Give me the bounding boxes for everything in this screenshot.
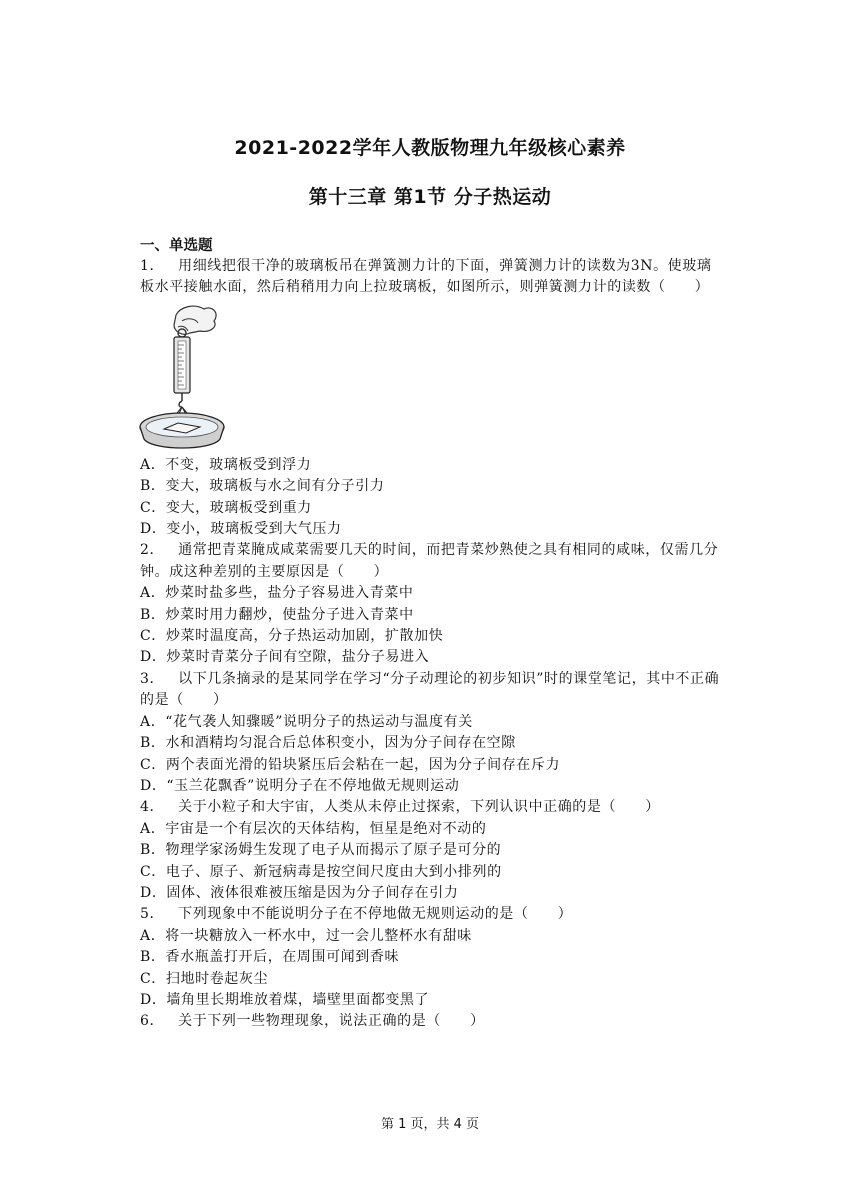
option-3c: C．两个表面光滑的铅块紧压后会粘在一起，因为分子间存在斥力 [140, 756, 561, 773]
question-number: 5． [140, 906, 165, 923]
question-number: 6． [140, 1013, 165, 1030]
option-5a: A．将一块糖放入一杯水中，过一会儿整杯水有甜味 [140, 927, 472, 944]
option-1d: D．变小，玻璃板受到大气压力 [140, 521, 342, 538]
question-stem: 通常把青菜腌成咸菜需要几天的时间，而把青菜炒熟使之具有相同的咸味，仅需几分钟。成这种差别的主要原因是（ ） [140, 542, 719, 580]
question-number: 3． [140, 670, 165, 687]
question-stem: 关于下列一些物理现象，说法正确的是（ ） [178, 1013, 485, 1030]
question-4 [140, 797, 722, 818]
option-1b: B．变大，玻璃板与水之间有分子引力 [140, 478, 385, 495]
chapter-subtitle: 第十三章 第1节 分子热运动 [308, 186, 552, 208]
option-5b: B．香水瓶盖打开后，在周围可闻到香味 [140, 949, 400, 966]
page-footer: 第 1 页，共 4 页 [380, 1117, 480, 1132]
option-5d: D．墙角里长期堆放着煤，墙壁里面都变黑了 [140, 991, 430, 1008]
question-number: 2． [140, 542, 165, 559]
option-1a: A．不变，玻璃板受到浮力 [140, 456, 312, 473]
option-3a: A．“花气袭人知骤暖”说明分子的热运动与温度有关 [140, 713, 473, 730]
section-heading: 一、单选题 [140, 238, 213, 254]
question-1 [140, 256, 722, 299]
question-stem: 用细线把很干净的玻璃板吊在弹簧测力计的下面，弹簧测力计的读数为3N。使玻璃板水平接触水面，然后稍稍用力向上拉玻璃板，如图所示，则弹簧测力计的读数（ ） [140, 258, 712, 296]
question-2 [140, 540, 722, 583]
question-3 [140, 669, 722, 712]
question-number: 4． [140, 799, 165, 816]
question-number: 1． [140, 258, 165, 274]
question-stem: 关于小粒子和大宇宙，人类从未停止过探索，下列认识中正确的是（ ） [178, 799, 660, 816]
option-2b: B．炒菜时用力翻炒，使盐分子进入青菜中 [140, 606, 414, 623]
question-list [140, 256, 722, 1033]
document-title: 2021-2022学年人教版物理九年级核心素养 [234, 137, 626, 159]
option-2c: C．炒菜时温度高，分子热运动加剧，扩散加快 [140, 628, 444, 645]
option-2d: D．炒菜时青菜分子间有空隙，盐分子易进入 [140, 649, 430, 666]
option-4c: C．电子、原子、新冠病毒是按空间尺度由大到小排列的 [140, 863, 502, 880]
question-6 [140, 1011, 722, 1032]
option-4d: D．固体、液体很难被压缩是因为分子间存在引力 [140, 884, 459, 901]
option-4b: B．物理学家汤姆生发现了电子从而揭示了原子是可分的 [140, 842, 502, 859]
question-5 [140, 904, 722, 925]
spring-scale-figure [138, 303, 268, 453]
question-stem: 下列现象中不能说明分子在不停地做无规则运动的是（ ） [178, 906, 573, 923]
option-4a: A．宇宙是一个有层次的天体结构，恒星是绝对不动的 [140, 820, 487, 837]
option-1c: C．变大，玻璃板受到重力 [140, 499, 312, 516]
spring-scale-glass-plate-diagram [138, 303, 268, 453]
option-3b: B．水和酒精均匀混合后总体积变小，因为分子间存在空隙 [140, 735, 516, 752]
question-stem: 以下几条摘录的是某同学在学习“分子动理论的初步知识”时的课堂笔记，其中不正确的是（ ） [140, 670, 720, 709]
option-3d: D．“玉兰花飘香”说明分子在不停地做无规则运动 [140, 777, 460, 794]
option-2a: A．炒菜时盐多些，盐分子容易进入青菜中 [140, 585, 414, 602]
option-5c: C．扫地时卷起灰尘 [140, 970, 269, 987]
